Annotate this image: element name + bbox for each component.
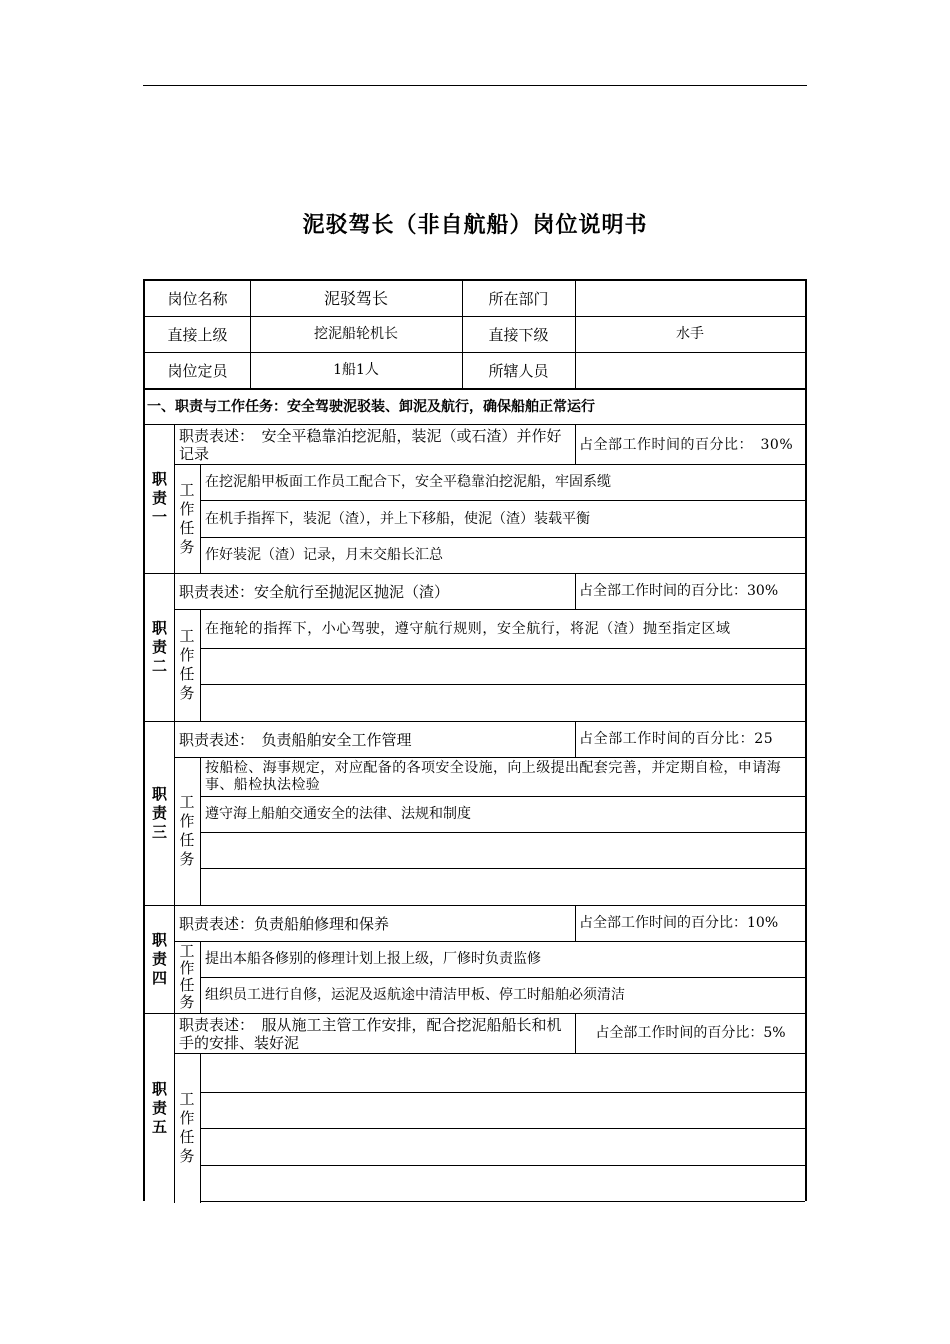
- duty-time-percentage: 占全部工作时间的百分比：30%: [579, 583, 779, 599]
- label-direct-superior: 直接上级: [167, 325, 228, 344]
- value-position-name: 泥驳驾长: [323, 288, 388, 308]
- value-headcount: 1船1人: [333, 362, 379, 378]
- task-item: [205, 649, 803, 684]
- task-item: [205, 1054, 803, 1092]
- duty-time-percentage: 占全部工作时间的百分比：10%: [579, 915, 779, 931]
- task-item: 在拖轮的指挥下，小心驾驶，遵守航行规则，安全航行，将泥（渣）抛至指定区域: [205, 620, 731, 637]
- task-item: 按船检、海事规定，对应配备的各项安全设施，向上级提出配套完善，并定期自检，申请海事、船检执法检验: [205, 760, 781, 793]
- page-title: 泥驳驾长（非自航船）岗位说明书: [302, 213, 648, 238]
- duty-time-percentage: 占全部工作时间的百分比： 30%: [579, 436, 794, 453]
- section-heading: 一、职责与工作任务：安全驾驶泥驳装、卸泥及航行，确保船舶正常运行: [147, 399, 595, 415]
- duty-label: 职责一: [152, 470, 168, 526]
- value-subordinates: [575, 353, 805, 388]
- task-item: 组织员工进行自修，运泥及返航途中清洁甲板、停工时船舶必须清洁: [205, 987, 625, 1003]
- task-item: [205, 833, 803, 868]
- header-rule: [143, 85, 807, 86]
- task-item: 作好装泥（渣）记录，月末交船长汇总: [205, 547, 443, 563]
- task-item: 提出本船各修别的修理计划上报上级，厂修时负责监修: [205, 951, 541, 967]
- value-direct-superior: 挖泥船轮机长: [314, 326, 398, 342]
- duty-label: 职责四: [152, 930, 168, 987]
- duty-description: 职责表述：负责船舶修理和保养: [179, 914, 390, 933]
- label-headcount: 岗位定员: [167, 361, 228, 380]
- task-item: 在挖泥船甲板面工作员工配合下，安全平稳靠泊挖泥船，牢固系缆: [205, 474, 611, 490]
- duty-description: 职责表述： 负责船舶安全工作管理: [179, 730, 412, 749]
- duty-label: 职责五: [152, 1079, 168, 1136]
- value-direct-subordinate: 水手: [676, 326, 704, 342]
- label-subordinates: 所辖人员: [488, 361, 549, 380]
- job-description-table: [143, 279, 807, 1201]
- duty-label: 职责二: [152, 618, 168, 675]
- task-label: 工作任务: [179, 793, 195, 868]
- task-item: [205, 685, 803, 721]
- task-label: 工作任务: [179, 1090, 195, 1165]
- task-item: [205, 1093, 803, 1128]
- duty-time-percentage: 占全部工作时间的百分比：5%: [595, 1025, 786, 1041]
- task-item: 在机手指挥下，装泥（渣），并上下移船，使泥（渣）装载平衡: [205, 510, 590, 527]
- task-label: 工作任务: [179, 942, 195, 1011]
- duty-time-percentage: 占全部工作时间的百分比：25: [579, 731, 774, 747]
- value-department: [575, 281, 805, 316]
- task-item: [205, 1166, 803, 1201]
- label-direct-subordinate: 直接下级: [488, 325, 549, 344]
- task-item: [205, 869, 803, 905]
- label-department: 所在部门: [488, 289, 549, 308]
- label-position-name: 岗位名称: [167, 289, 228, 308]
- duty-description: 职责表述： 安全平稳靠泊挖泥船，装泥（或石渣）并作好记录: [179, 427, 562, 463]
- task-item: [205, 1129, 803, 1165]
- duty-label: 职责三: [152, 784, 168, 841]
- duty-description: 职责表述： 服从施工主管工作安排，配合挖泥船船长和机手的安排、装好泥: [179, 1015, 562, 1052]
- duty-description: 职责表述：安全航行至抛泥区抛泥（渣）: [179, 582, 450, 601]
- task-label: 工作任务: [179, 480, 195, 556]
- task-label: 工作任务: [179, 627, 195, 702]
- task-item: 遵守海上船舶交通安全的法律、法规和制度: [205, 806, 471, 822]
